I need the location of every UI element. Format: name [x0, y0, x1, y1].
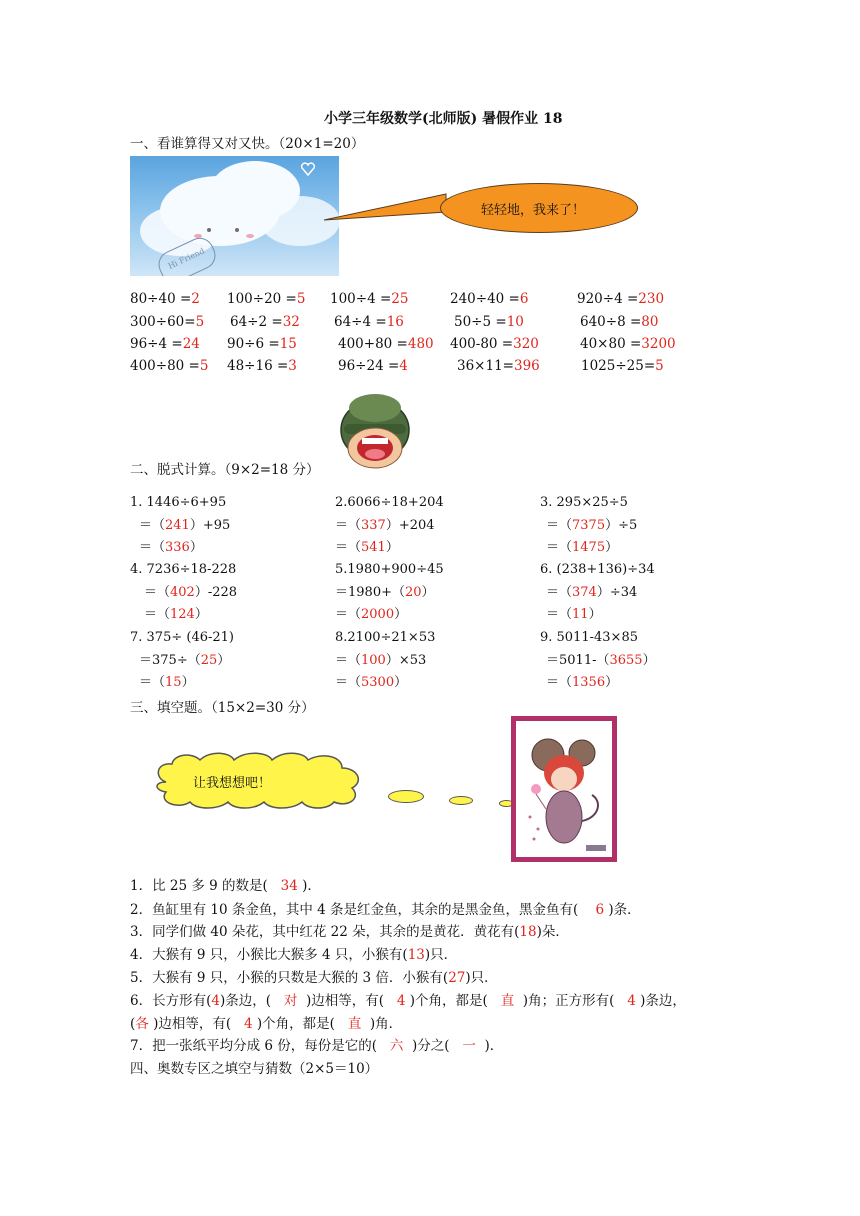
problem-step: ＝（2000）: [335, 607, 408, 622]
fill-question-3: 3．同学们做 40 朵花，其中红花 22 朵，其余的是黄花．黄花有(18)朵．: [130, 924, 569, 940]
fill-question-5: 5．大猴有 9 只，小猴的只数是大猴的 3 倍．小猴有(27)只．: [130, 970, 498, 986]
problem-step: ＝（402）-228: [144, 584, 238, 600]
problem-1: [130, 492, 230, 560]
problem-7: [130, 627, 234, 695]
oral-item: 48÷16 =3: [227, 358, 297, 374]
problem-2: [335, 492, 444, 560]
oral-item: 90÷6 =15: [227, 336, 297, 352]
problem-expression: 1. 1446÷6+95: [130, 495, 227, 510]
oral-item: 100÷4 =25: [330, 291, 409, 307]
problem-step: ＝（337）+204: [335, 517, 435, 533]
fill-question-7: 7．把一张纸平均分成 6 份，每份是它的( 六 )分之( 一 )．: [130, 1038, 504, 1054]
thought-text: 让我想想吧！: [193, 776, 272, 791]
problem-step: ＝（7375）÷5: [546, 517, 638, 533]
problem-step: ＝（336）: [139, 540, 203, 555]
problem-step: ＝（374）÷34: [546, 584, 638, 600]
problem-6: [540, 559, 655, 627]
oral-row-2: [130, 314, 750, 336]
fill-question-6: 6．长方形有(4)条边，( 对 )边相等，有( 4 )个角，都是( 直 )角；正方形有( 4 )条边，: [130, 993, 686, 1009]
speech-text: 轻轻地，我来了！: [481, 203, 586, 218]
heart-icon: [300, 162, 316, 176]
fill-question-2: 2．鱼缸里有 10 条金鱼，其中 4 条是红金鱼，其余的是黑金鱼，黑金鱼有( 6 )条．: [130, 902, 641, 918]
problem-5: [335, 559, 444, 627]
problem-expression: 7. 375÷ (46-21): [130, 630, 234, 645]
helmet-kid-illustration: [332, 386, 418, 472]
oral-row-1: [130, 291, 750, 313]
problem-expression: 3. 295×25÷5: [540, 495, 628, 510]
oral-item: 96÷4 =24: [130, 336, 200, 352]
problem-step: ＝1980+（20）: [335, 584, 435, 600]
oral-item: 400+80 =480: [338, 336, 434, 352]
oral-item: 80÷40 =2: [130, 291, 200, 307]
oral-item: 400-80 =320: [450, 336, 539, 352]
section2-heading: 二、脱式计算。（9×2=18 分）: [130, 462, 320, 478]
problem-step: ＝（1356）: [546, 675, 619, 690]
speech-pointer: [320, 182, 450, 226]
problem-step: ＝375÷（25）: [139, 652, 231, 668]
fill-question-4: 4．大猴有 9 只，小猴比大猴多 4 只，小猴有(13)只．: [130, 947, 458, 963]
problem-expression: 4. 7236÷18-228: [130, 562, 237, 577]
problem-expression: 2.6066÷18+204: [335, 495, 444, 510]
oral-item: 40×80 =3200: [580, 336, 676, 352]
oral-row-3: [130, 336, 750, 358]
problem-step: ＝（1475）: [546, 540, 619, 555]
monkey-kid-picture: [511, 716, 617, 862]
problem-expression: 9. 5011-43×85: [540, 630, 638, 645]
problem-step: ＝（100）×53: [335, 652, 427, 668]
oral-item: 100÷20 =5: [227, 291, 306, 307]
oral-row-4: [130, 358, 750, 380]
problem-expression: 8.2100÷21×53: [335, 630, 436, 645]
fill-question-6-cont: (各 )边相等，有( 4 )个角，都是( 直 )角．: [130, 1016, 403, 1032]
problem-step: ＝（5300）: [335, 675, 408, 690]
problem-step: ＝（241）+95: [139, 517, 231, 533]
problem-expression: 5.1980+900÷45: [335, 562, 444, 577]
problem-step: ＝（124）: [144, 607, 208, 622]
problem-step: ＝5011-（3655）: [546, 652, 656, 668]
problem-step: ＝（15）: [139, 675, 195, 690]
section3-heading: 三、填空题。（15×2=30 分）: [130, 700, 315, 716]
problem-8: [335, 627, 435, 695]
problem-4: [130, 559, 237, 627]
oral-item: 64÷2 =32: [230, 314, 300, 330]
oral-item: 64÷4 =16: [334, 314, 404, 330]
problem-3: [540, 492, 637, 560]
sky-cloud-image: [130, 156, 339, 276]
problem-9: [540, 627, 656, 695]
oral-item: 50÷5 =10: [454, 314, 524, 330]
oral-item: 400÷80 =5: [130, 358, 209, 374]
section1-heading: 一、看谁算得又对又快。（20×1=20）: [130, 136, 365, 152]
oral-item: 300÷60=5: [130, 314, 205, 330]
problem-step: ＝（541）: [335, 540, 399, 555]
oral-item: 640÷8 =80: [580, 314, 659, 330]
hi-friend-text: Hi Friend: [166, 246, 206, 271]
thought-dot: [388, 790, 424, 803]
oral-item: 1025÷25=5: [581, 358, 664, 374]
monkey-kid-illustration: [516, 721, 612, 857]
problem-step: ＝（11）: [546, 607, 602, 622]
thought-dot: [449, 796, 473, 805]
oral-item: 96÷24 =4: [338, 358, 408, 374]
section4-heading: 四、奥数专区之填空与猜数（2×5＝10）: [130, 1061, 379, 1077]
fill-question-1: 1．比 25 多 9 的数是( 34 )．: [130, 878, 321, 894]
problem-expression: 6. (238+136)÷34: [540, 562, 655, 577]
oral-item: 920÷4 =230: [577, 291, 665, 307]
oral-item: 240÷40 =6: [450, 291, 529, 307]
oral-item: 36×11=396: [457, 358, 540, 374]
page-title: 小学三年级数学(北师版) 暑假作业 18: [324, 111, 563, 127]
